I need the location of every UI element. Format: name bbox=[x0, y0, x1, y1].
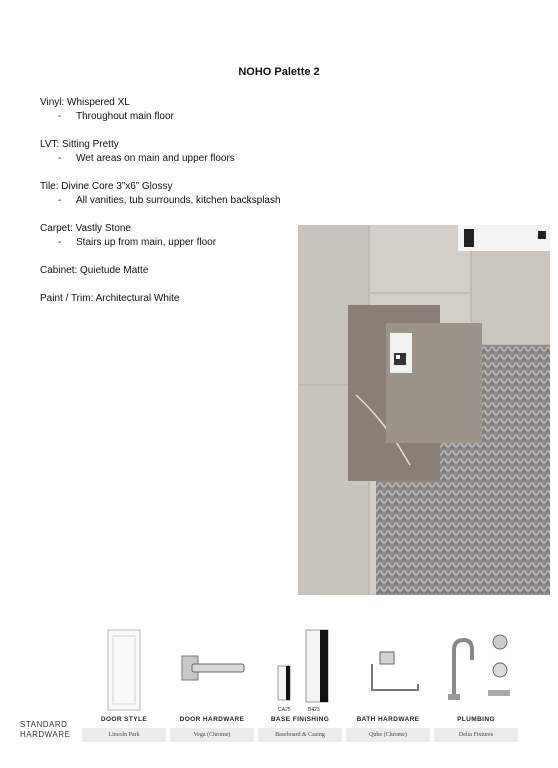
page-title: NOHO Palette 2 bbox=[238, 66, 320, 78]
spec-detail: Throughout main floor bbox=[76, 111, 174, 122]
spec-label: Paint / Trim: Architectural White bbox=[40, 293, 180, 304]
hardware-caption: DOOR HARDWARE bbox=[179, 716, 245, 723]
standard-hardware-label: STANDARD HARDWARE bbox=[20, 720, 71, 739]
spec-lvt: LVT: Sitting Pretty - Wet areas on main and upper floors bbox=[40, 138, 281, 166]
spec-detail: Stairs up from main, upper floor bbox=[76, 237, 217, 248]
hardware-value: Vega (Chrome) bbox=[170, 728, 254, 742]
door-icon bbox=[80, 620, 168, 712]
hardware-door-hardware bbox=[168, 620, 256, 738]
hardware-value: Qube (Chrome) bbox=[346, 728, 430, 742]
baseboard-icon bbox=[256, 620, 344, 712]
hardware-value: Delta Fixtures bbox=[434, 728, 518, 742]
towel-bar-icon bbox=[344, 620, 432, 712]
spec-paint bbox=[40, 292, 281, 306]
base-tag-2: B423 bbox=[308, 707, 320, 712]
spec-tile: Tile: Divine Core 3”x6” Glossy - All vanities, tub surrounds, kitchen backsplash bbox=[40, 181, 281, 206]
door-lever-icon bbox=[168, 620, 256, 712]
spec-detail: All vanities, tub surrounds, kitchen backsplash bbox=[76, 195, 281, 206]
spec-label: Cabinet: Quietude Matte bbox=[40, 265, 149, 276]
hardware-caption: PLUMBING bbox=[457, 716, 495, 723]
samples-illustration bbox=[298, 225, 550, 595]
material-samples-photo bbox=[298, 225, 550, 595]
hardware-caption: BATH HARDWARE bbox=[356, 716, 420, 723]
hardware-door-style bbox=[80, 620, 168, 738]
hardware-caption: DOOR STYLE bbox=[100, 716, 148, 723]
hardware-plumbing bbox=[432, 620, 520, 738]
spec-detail: Wet areas on main and upper floors bbox=[76, 153, 235, 164]
hardware-value: Baseboard & Casing bbox=[258, 728, 342, 742]
spec-cabinet bbox=[40, 264, 281, 278]
spec-vinyl: Vinyl: Whispered XL - Throughout main floor bbox=[40, 96, 281, 124]
hardware-base-finishing bbox=[256, 620, 344, 738]
hardware-caption: BASE FINISHING bbox=[270, 716, 330, 723]
spec-carpet: Carpet: Vastly Stone - Stairs up from main, upper floor bbox=[40, 222, 281, 250]
finish-specs bbox=[40, 96, 281, 320]
faucet-icon bbox=[432, 620, 520, 712]
spec-label: Tile: Divine Core 3”x6” Glossy bbox=[40, 181, 173, 192]
spec-label: LVT: Sitting Pretty bbox=[40, 139, 119, 150]
spec-label: Vinyl: Whispered XL bbox=[40, 97, 130, 108]
spec-label: Carpet: Vastly Stone bbox=[40, 223, 131, 234]
hardware-value: Lincoln Park bbox=[82, 728, 166, 742]
hardware-bath-hardware bbox=[344, 620, 432, 738]
standard-hardware-section bbox=[0, 620, 558, 768]
base-tag-1: CA25 bbox=[278, 707, 291, 712]
